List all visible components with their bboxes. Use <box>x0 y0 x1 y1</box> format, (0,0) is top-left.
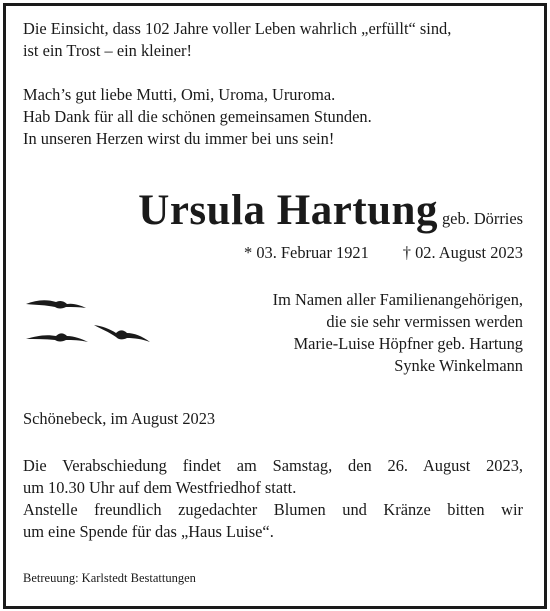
birth-date: * 03. Februar 1921 <box>244 243 369 262</box>
mourners-block <box>200 289 523 377</box>
ceremony-info <box>23 455 523 543</box>
farewell-line-1: Mach’s gut liebe Mutti, Omi, Uroma, Ururoma. <box>23 85 336 104</box>
farewell-line-2: Hab Dank für all die schönen gemeinsamen Stunden. <box>23 107 372 126</box>
place-date: Schönebeck, im August 2023 <box>23 409 216 428</box>
ceremony-line-1: Die Verabschiedung findet am Samstag, den 26. August 2023, <box>23 456 523 475</box>
intro-line-2: ist ein Trost – ein kleiner! <box>23 41 192 60</box>
undertaker-credit: Betreuung: Karlstedt Bestattungen <box>23 571 196 585</box>
mourners-line-4: Synke Winkelmann <box>394 356 523 375</box>
flying-birds-icon <box>24 292 154 354</box>
notice-text-top <box>23 18 523 150</box>
ceremony-line-4: um eine Spende für das „Haus Luise“. <box>23 522 274 541</box>
deceased-name-row <box>23 188 523 234</box>
death-date: † 02. August 2023 <box>402 243 523 262</box>
mourners-line-3: Marie-Luise Höpfner geb. Hartung <box>293 334 523 353</box>
deceased-name: Ursula Hartung <box>138 187 438 234</box>
life-dates <box>23 243 523 263</box>
ceremony-line-2: um 10.30 Uhr auf dem Westfriedhof statt. <box>23 478 297 497</box>
mourners-line-1: Im Namen aller Familienangehörigen, <box>272 290 523 309</box>
mourners-line-2: die sie sehr vermissen werden <box>326 312 523 331</box>
farewell-line-3: In unseren Herzen wirst du immer bei uns sein! <box>23 129 335 148</box>
intro-line-1: Die Einsicht, dass 102 Jahre voller Leben wahrlich „erfüllt“ sind, <box>23 19 452 38</box>
ceremony-line-3: Anstelle freundlich zugedachter Blumen und Kränze bitten wir <box>23 500 523 519</box>
maiden-name: geb. Dörries <box>441 209 523 228</box>
